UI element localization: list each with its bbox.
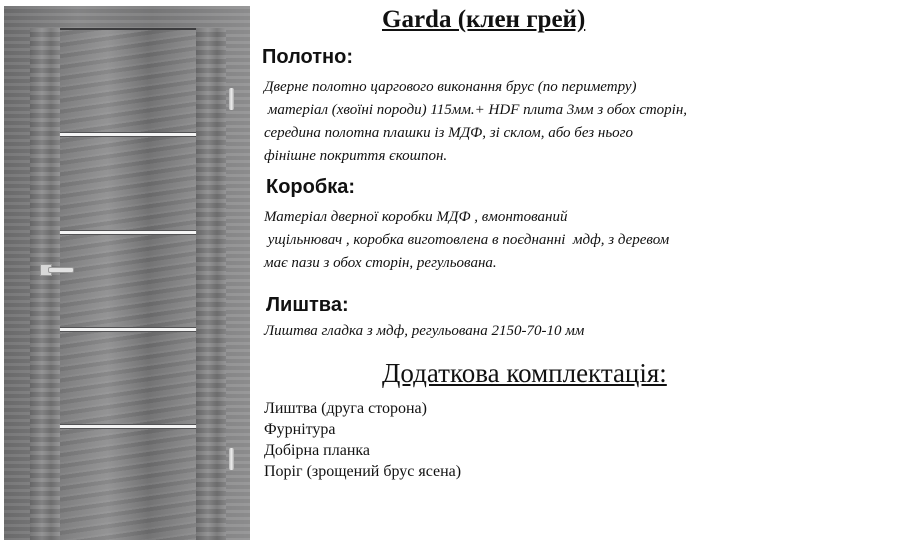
text-line: ущільнювач , коробка виготовлена в поєднанні мдф, з деревом [264,232,670,248]
glass-insert [60,328,196,331]
list-item: Добірна планка [264,442,371,459]
page-title: Garda (клен грей) [382,6,586,33]
text-line: Матеріал дверної коробки МДФ , вмонтований [264,209,568,225]
glass-insert [60,231,196,234]
text-line: має пази з обох сторін, регульована. [264,255,497,271]
section-heading-lyshtva: Лиштва: [266,294,349,316]
list-item: Лиштва (друга сторона) [264,400,427,417]
hinge-icon [229,88,234,110]
door-panel [60,429,196,540]
glass-insert [60,425,196,428]
extras-list [264,398,461,482]
door-stile-left [30,28,60,540]
door-stile-right [196,28,226,540]
door-leaf [30,28,226,540]
door-panel [60,137,196,230]
door-panel [60,30,196,132]
door-handle-icon [40,264,72,274]
door-panel [60,332,196,424]
text-line: фінішне покриття єкошпон. [264,148,448,164]
text-line: матеріал (хвоїні породи) 115мм.+ HDF плита 3мм з обох сторін, [264,102,688,118]
section-heading-polotno: Полотно: [262,46,354,68]
section-text-lyshtva [264,320,584,343]
door-image [0,0,252,540]
section-text-korobka [264,206,669,275]
text-line: Лиштва гладка з мдф, регульована 2150-70-10 мм [264,323,585,339]
extras-heading: Додаткова комплектація: [382,358,667,388]
hinge-icon [229,448,234,470]
text-line: Дверне полотно царгового виконання брус (по периметру) [264,79,637,95]
door-panel [60,235,196,327]
list-item: Поріг (зрощений брус ясена) [264,463,462,480]
list-item: Фурнітура [264,421,336,438]
section-text-polotno [264,76,687,168]
glass-insert [60,133,196,136]
text-line: середина полотна плашки із МДФ, зі склом, або без нього [264,125,634,141]
section-heading-korobka: Коробка: [266,176,356,198]
